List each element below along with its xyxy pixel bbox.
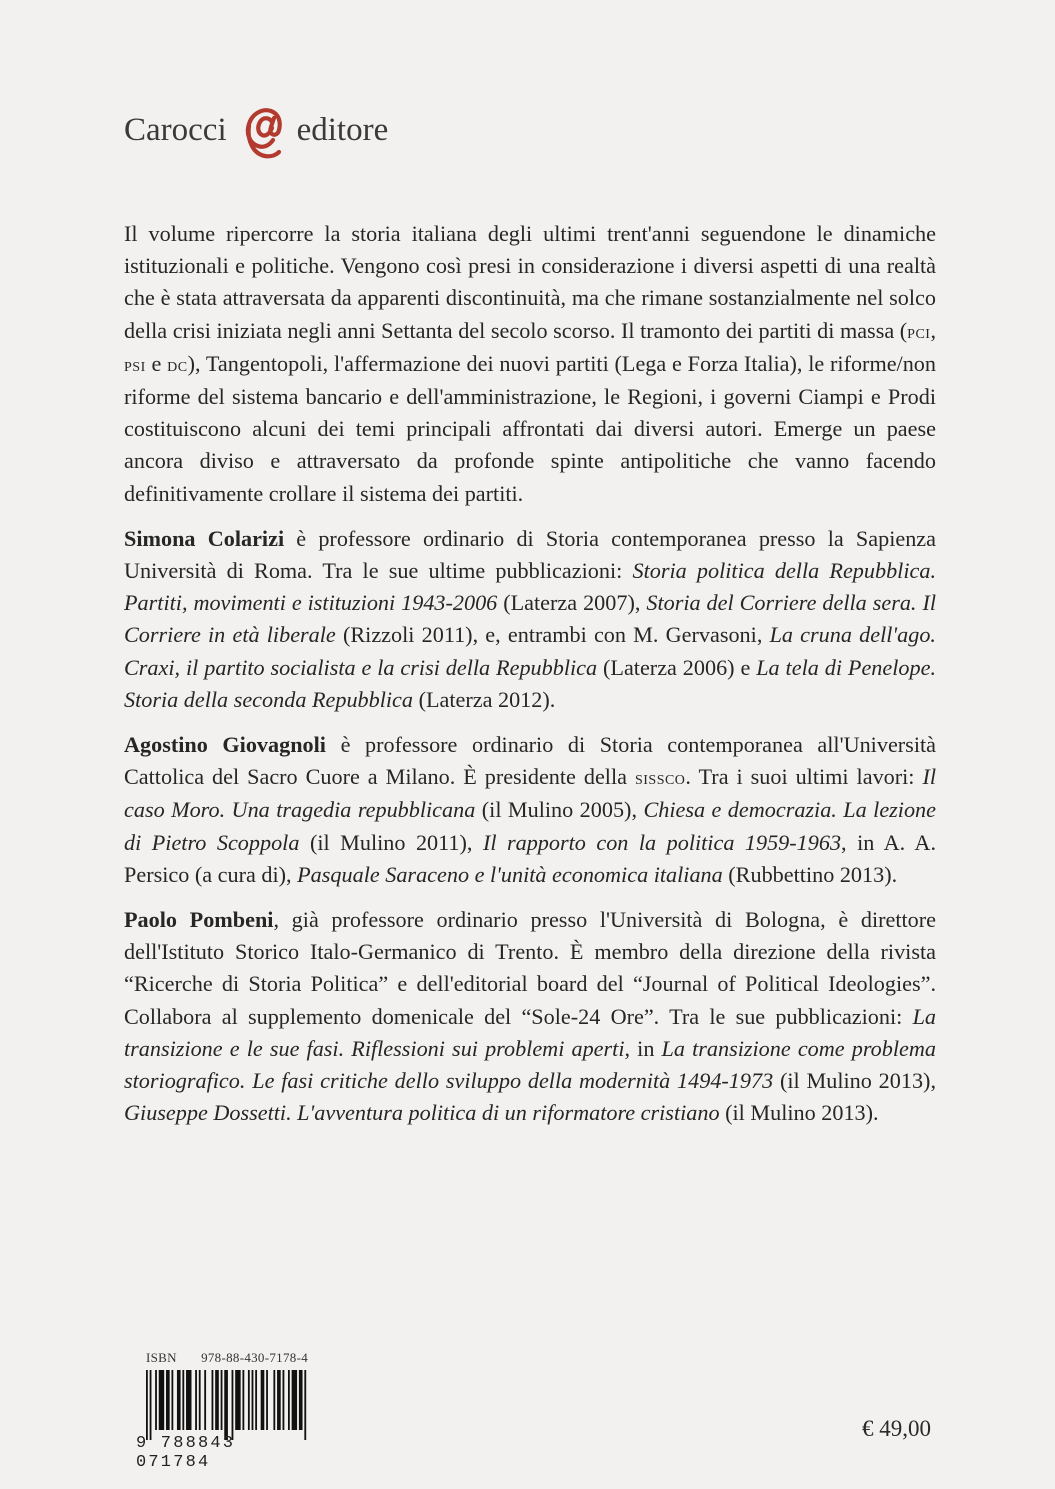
author-bio-colarizi [124,523,936,716]
barcode-digits: 9 788843 071784 [136,1434,236,1472]
book-title: Giuseppe Dossetti. L'avventura politica di un riformatore cristiano [124,1100,720,1126]
book-title: Il rapporto con la politica 1959-1963 [482,829,842,855]
bio-text: (il Mulino 2013). [719,1100,879,1126]
barcode-bar [242,1370,244,1430]
separator: , [930,317,936,343]
barcode-bar [212,1370,214,1430]
book-title: La tela di Penelope. Storia della seconda Repubblica [124,654,936,712]
barcode-bar [252,1370,254,1430]
bio-text: (Rubbettino 2013). [722,861,898,887]
bio-text: . Tra i suoi ultimi lavori: [685,764,923,790]
author-name: Paolo Pombeni [124,907,274,933]
barcode-bar [261,1370,265,1430]
price: € 49,00 [862,1416,931,1441]
book-title: Storia politica della Repubblica. Partiti, movimenti e istituzioni 1943-2006 [124,558,936,616]
barcode-bar [166,1370,170,1430]
bio-text: (Laterza 2007), [497,590,647,616]
isbn-label [146,1350,308,1366]
bio-text: , in [624,1035,662,1061]
book-title: Il caso Moro. Una tragedia repubblicana [124,764,936,823]
barcode-bar [299,1370,303,1430]
bio-text: è professore ordinario di Storia contemporanea presso la Sapienza Università di Roma. Tra le sue ultime pubblicazioni: [124,525,936,584]
barcode-bar [215,1370,219,1430]
description-text: Il volume ripercorre la storia italiana degli ultimi trent'anni seguendone le dinamiche istituzionali e politiche. Vengono così presi in considerazione i diversi aspetti di una realtà che è stata attraversata da apparenti discontinuità, ma che rimane sostanzialmente nel solco della crisi iniziata negli anni Settanta del secolo scorso. Il tramonto dei partiti di massa ( [124,221,936,343]
back-cover-text [124,218,936,1142]
barcode-bar [255,1370,257,1430]
isbn-prefix: ISBN [146,1350,177,1365]
author-name: Simona Colarizi [124,525,285,551]
party-dc: dc [167,353,188,376]
barcode-bar [186,1370,191,1430]
barcode-bar [159,1370,164,1430]
barcode-bar [273,1370,275,1430]
barcode-bar [204,1370,206,1430]
barcode-bar [195,1370,197,1430]
barcode-bar [177,1370,181,1430]
bio-text: è professore ordinario di Storia contemporanea all'Università Cattolica del Sacro Cuore a Milano. È presidente della [124,732,936,790]
barcode-bar [235,1370,240,1430]
description-text-end: ), Tangentopoli, l'affermazione dei nuovi partiti (Lega e Forza Italia), le riforme/non riforme del sistema bancario e dell'amministrazione, le Regioni, i governi Ciampi e Prodi costituiscono alcuni dei temi principali affrontati dai diversi autori. Emerge un paese ancora diviso e attraversato da profonde spinte antipolitiche che vanno facendo definitivamente crollare il sistema dei partiti. [124,350,936,506]
party-pci: pci [907,320,931,343]
description-paragraph [124,218,936,510]
barcode-bar [304,1370,306,1440]
barcode-icon [146,1370,308,1440]
barcode-wrapper [136,1370,308,1472]
barcode-bar [248,1370,250,1430]
bio-text: , già professore ordinario presso l'Università di Bologna, è direttore dell'Istituto Storico Italo-Germanico di Trento. È membro della direzione della rivista “Ricerche di Storia Politica” e dell'editorial board del “Journal of Political Ideologies”. Collabora al supplemento domenicale del “Sole-24 Ore”. Tra le sue pubblicazioni: [124,907,936,1029]
bio-text: (il Mulino 2011), [299,829,483,855]
barcode-bar [199,1370,201,1430]
bio-text: (il Mulino 2005), [475,797,644,823]
barcode-bar [232,1370,234,1440]
author-name: Agostino Giovagnoli [124,732,326,758]
isbn-block [136,1350,308,1472]
book-title: Chiesa e democrazia. La lezione di Pietro Scoppola [124,797,937,855]
separator: e [145,350,168,376]
barcode-bar [292,1370,297,1430]
party-psi: psi [124,353,146,376]
bio-text: (Rizzoli 2011), e, entrambi con M. Gervasoni, [335,622,770,648]
book-title: La cruna dell'ago. Craxi, il partito socialista e la crisi della Repubblica [124,622,936,680]
bio-text: (Laterza 2006) e [597,654,757,680]
barcode-bar [283,1370,285,1430]
barcode-bar [150,1370,152,1440]
publisher-logo [124,100,388,160]
isbn-number: 978-88-430-7178-4 [201,1350,308,1365]
barcode-bar [221,1370,223,1430]
bio-text: (Laterza 2012). [413,686,556,712]
barcode-bar [224,1370,228,1440]
barcode-bar [155,1370,157,1430]
barcode-bar [277,1370,281,1430]
bio-text: , in A. A. Persico (a cura di), [124,829,936,887]
book-title: Pasquale Saraceno e l'unità economica italiana [297,861,723,887]
barcode-bar [171,1370,173,1430]
at-sign-logo-icon [239,100,287,160]
author-bio-giovagnoli [124,729,936,891]
bio-text: (il Mulino 2013), [773,1068,936,1094]
barcode-bar [146,1370,148,1440]
book-title: La transizione e le sue fasi. Riflessioni sui problemi aperti [124,1003,936,1061]
org-acronym: sissco [634,767,686,790]
barcode-bar [266,1370,268,1430]
barcode-bar [288,1370,290,1430]
book-title: Storia del Corriere della sera. Il Corriere in età liberale [124,590,936,648]
book-title: La transizione come problema storiografico. Le fasi critiche dello sviluppo della modernità 1494-1973 [124,1035,936,1094]
publisher-name-left: Carocci [124,111,227,148]
barcode-bar [182,1370,184,1430]
publisher-name-right: editore [296,111,389,148]
author-bio-pombeni [124,904,936,1129]
